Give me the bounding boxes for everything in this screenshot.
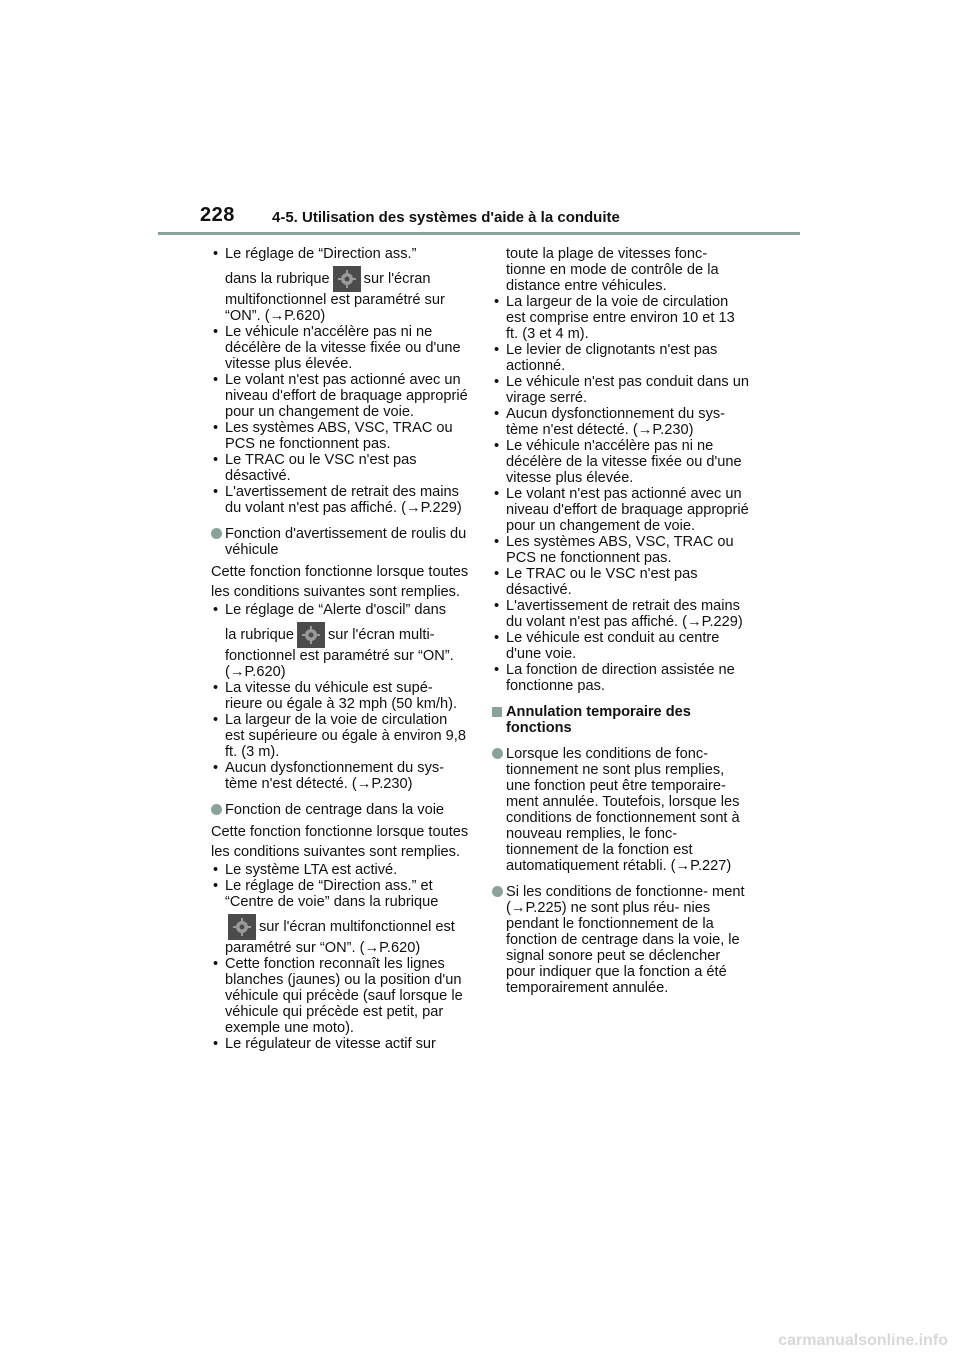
site-logo: carmanualsonline.info [778,1332,948,1349]
list-item-continued: toute la plage de vitesses fonc- tionne en mode de contrôle de la distance entre véhicules. [506,246,719,294]
section-title: 4-5. Utilisation des systèmes d'aide à la conduite [272,209,620,226]
circle-bullet-icon [211,528,222,539]
list-item: • Le réglage de “Direction ass.” [211,246,469,262]
list-item: • Le véhicule est conduit au centre d'une voie. [492,630,750,662]
list-item: • Aucun dysfonctionnement du sys- tème n'est détecté. (→P.230) [492,406,750,438]
gear-icon [228,914,256,940]
list-item: • Le volant n'est pas actionné avec un niveau d'effort de braquage approprié pour un changement de voie. [492,486,750,534]
paragraph: Cette fonction fonctionne lorsque toutes les conditions suivantes sont remplies. [211,824,469,861]
list-item: • Le réglage de “Alerte d'oscil” dans [211,602,469,618]
list-item: • Les systèmes ABS, VSC, TRAC ou PCS ne fonctionnent pas. [492,534,750,566]
list-item-continued: multifonctionnel est paramétré sur “ON”. (→P.620) [225,292,445,325]
header-rule [158,232,800,235]
section-heading: Annulation temporaire des fonctions [492,704,750,736]
square-bullet-icon [492,707,502,717]
list-item: • Le véhicule n'accélère pas ni ne décélère de la vitesse fixée ou d'une vitesse plus élevée. [211,324,469,372]
circle-bullet-icon [211,804,222,815]
list-item-continued: fonctionnel est paramétré sur “ON”. (→P.620) [225,648,454,681]
list-item-continued: sur l'écran multifonctionnel est [211,910,469,940]
list-item: • Aucun dysfonctionnement du sys- tème n'est détecté. (→P.230) [211,760,469,792]
list-item: • Le régulateur de vitesse actif sur [211,1036,469,1052]
list-item: • Le volant n'est pas actionné avec un niveau d'effort de braquage approprié pour un changement de voie. [211,372,469,420]
list-item: • La largeur de la voie de circulation est comprise entre environ 10 et 13 ft. (3 et 4 m). [492,294,750,342]
list-item: • Cette fonction reconnaît les lignes blanches (jaunes) ou la position d'un véhicule qui précède (sauf lorsque le véhicule qui précède est petit, par exemple une moto). [211,956,469,1036]
circle-bullet-icon [492,748,503,759]
list-item: • Le réglage de “Direction ass.” et “Centre de voie” dans la rubrique [211,878,469,910]
list-item: • La vitesse du véhicule est supé- rieure ou égale à 32 mph (50 km/h). [211,680,469,712]
list-item: • Le TRAC ou le VSC n'est pas désactivé. [211,452,469,484]
list-item: • La largeur de la voie de circulation est supérieure ou égale à environ 9,8 ft. (3 m). [211,712,469,760]
list-item-continued: la rubrique sur l'écran multi- [211,618,469,648]
list-item: • L'avertissement de retrait des mains du volant n'est pas affiché. (→P.229) [492,598,750,630]
paragraph: Cette fonction fonctionne lorsque toutes les conditions suivantes sont remplies. [211,564,469,601]
list-item: • L'avertissement de retrait des mains du volant n'est pas affiché. (→P.229) [211,484,469,516]
list-item: • Le TRAC ou le VSC n'est pas désactivé. [492,566,750,598]
note-item: Si les conditions de fonctionne- ment (→P.225) ne sont plus réu- nies pendant le fonctionnement de la fonction de centrage dans la voie, le signal sonore peut se déclencher pour indiquer que la fonction a été temporairement annulée. [492,884,750,996]
list-item-continued: paramétré sur “ON”. (→P.620) [225,940,421,957]
list-item: • Le véhicule n'accélère pas ni ne décélère de la vitesse fixée ou d'une vitesse plus élevée. [492,438,750,486]
list-item: • Le levier de clignotants n'est pas actionné. [492,342,750,374]
left-column [211,246,469,1052]
list-item: • Les systèmes ABS, VSC, TRAC ou PCS ne fonctionnent pas. [211,420,469,452]
list-item: • Le véhicule n'est pas conduit dans un virage serré. [492,374,750,406]
gear-icon [297,622,325,648]
list-item: • La fonction de direction assistée ne fonctionne pas. [492,662,750,694]
gear-icon [333,266,361,292]
list-item: • Le système LTA est activé. [211,862,469,878]
note-item: Lorsque les conditions de fonc- tionnement ne sont plus remplies, une fonction peut être temporaire- ment annulée. Toutefois, lorsque les conditions de fonctionnement sont à nouveau remplies, le fonc- tionnement de la fonction est automatiquement rétabli. (→P.227) [492,746,750,874]
subheading: Fonction de centrage dans la voie [211,802,469,818]
page-number: 228 [200,204,235,226]
circle-bullet-icon [492,886,503,897]
right-column [492,246,750,996]
subheading: Fonction d'avertissement de roulis du véhicule [211,526,469,558]
list-item-continued: dans la rubrique sur l'écran [211,262,469,292]
